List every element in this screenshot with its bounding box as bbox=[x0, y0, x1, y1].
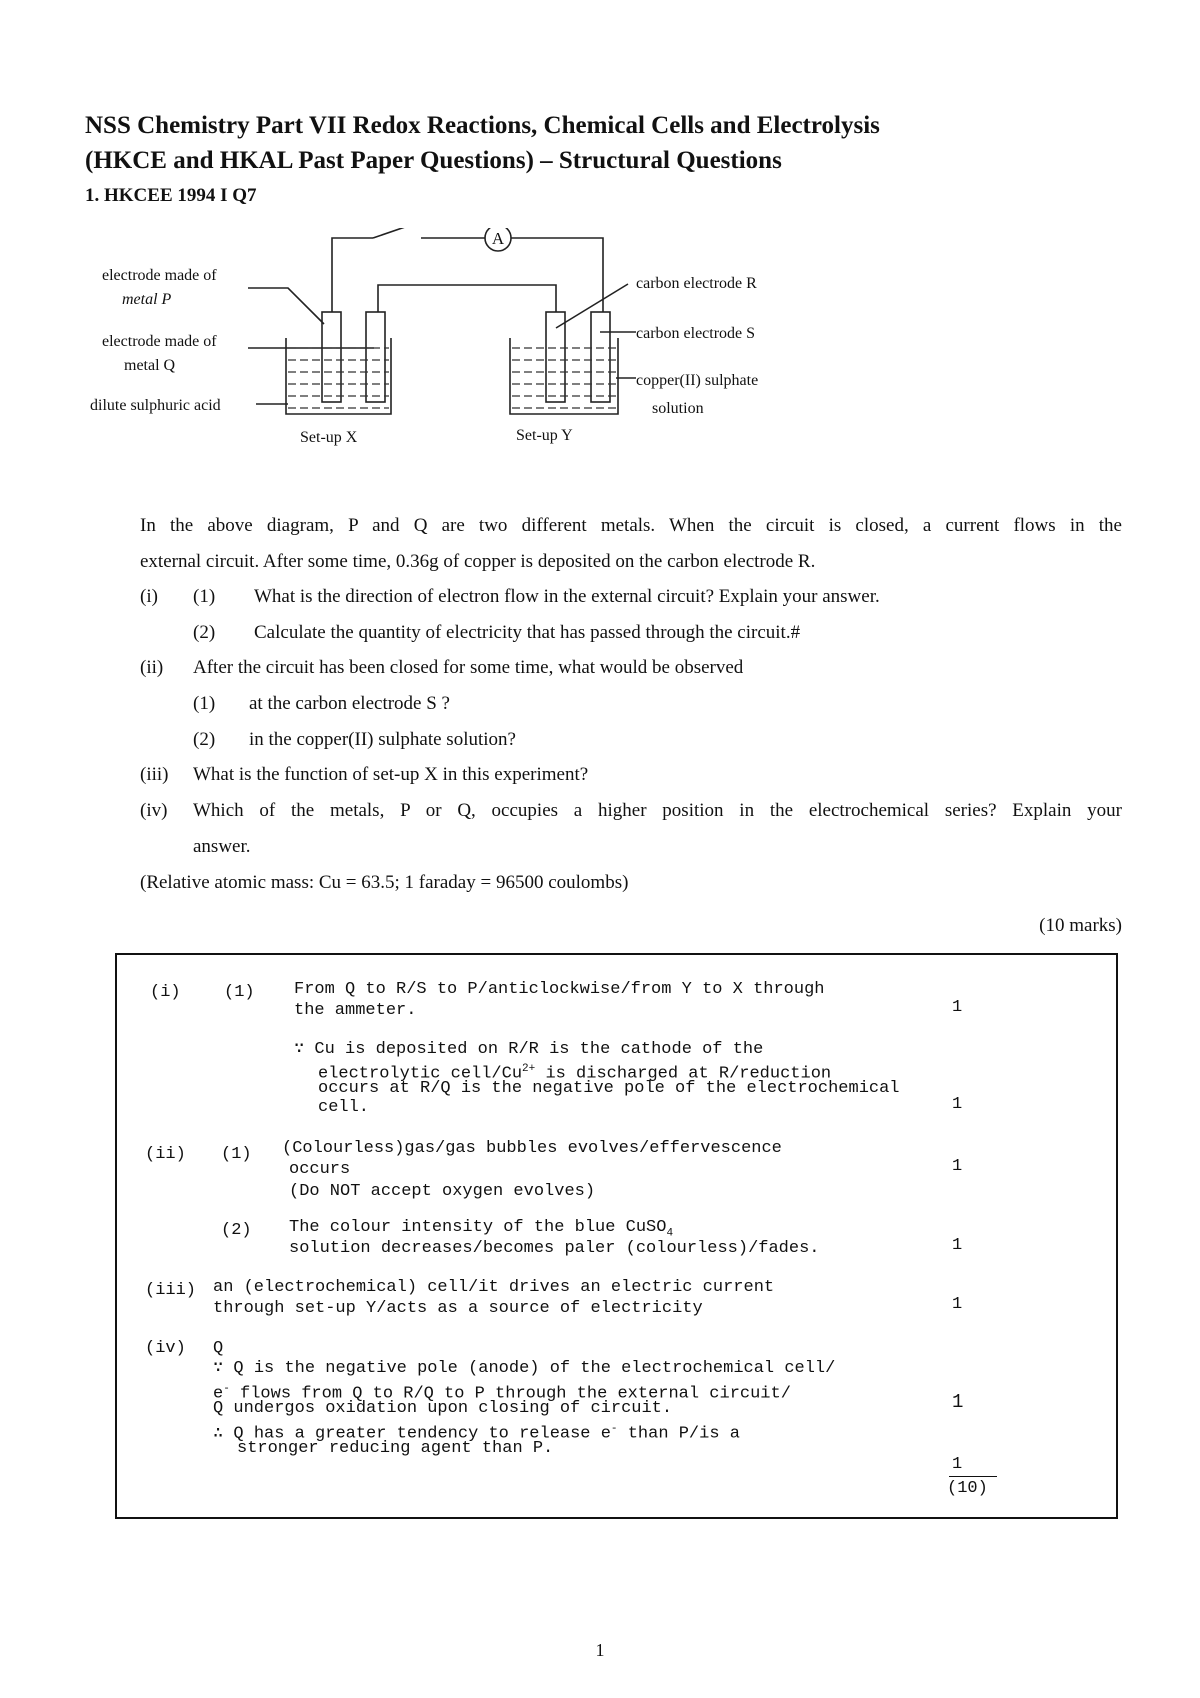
ans-iv-line-4: Q undergos oxidation upon closing of circuit. bbox=[213, 1399, 673, 1418]
ans-ii-1-mark: 1 bbox=[952, 1157, 963, 1176]
ans-i-1-line-3: ∵ Cu is deposited on R/R is the cathode of the bbox=[294, 1040, 764, 1059]
wire-bridge bbox=[378, 285, 556, 312]
question-intro-line-1: In the above diagram, P and Q are two different metals. When the circuit is closed, a current flows in the bbox=[140, 515, 1122, 536]
leader-carbon-r bbox=[556, 284, 628, 328]
ans-iv-mark-1: 1 bbox=[952, 1391, 964, 1413]
ans-ii-1-line-1: (Colourless)gas/gas bubbles evolves/effervescence bbox=[282, 1139, 782, 1158]
part-i-1-text: What is the direction of electron flow in the external circuit? Explain your answer. bbox=[254, 586, 880, 607]
ans-i-1-line-6: cell. bbox=[318, 1098, 370, 1117]
electrochemical-setup-diagram bbox=[88, 228, 888, 488]
ans-i-1-line-1: From Q to R/S to P/anticlockwise/from Y to X through bbox=[294, 980, 825, 999]
title-line-2: (HKCE and HKAL Past Paper Questions) – Structural Questions bbox=[85, 147, 782, 174]
part-ii-text: After the circuit has been closed for some time, what would be observed bbox=[193, 657, 744, 678]
ans-ii-2-line-2: solution decreases/becomes paler (colourless)/fades. bbox=[289, 1239, 820, 1258]
ans-i-1-mark-2: 1 bbox=[952, 1095, 963, 1114]
ans-ii-label: (ii) bbox=[145, 1145, 186, 1164]
ans-i-1-label: (1) bbox=[224, 983, 255, 1002]
ans-ii-1-line-3: (Do NOT accept oxygen evolves) bbox=[289, 1182, 596, 1201]
part-ii-1-label: (1) bbox=[193, 693, 216, 714]
ans-ii-2-mark: 1 bbox=[952, 1236, 963, 1255]
ans-iii-mark: 1 bbox=[952, 1295, 963, 1314]
label-metal-q-2: metal Q bbox=[124, 357, 176, 374]
total-underline bbox=[949, 1476, 997, 1477]
solution-dashes bbox=[288, 348, 616, 408]
electrode-q bbox=[366, 312, 385, 402]
label-metal-p-1: electrode made of bbox=[102, 267, 217, 284]
page-title bbox=[85, 108, 880, 178]
ans-ii-1-line-2: occurs bbox=[289, 1160, 351, 1179]
ammeter-label: A bbox=[491, 229, 505, 248]
ans-iv-line-1: Q bbox=[213, 1339, 224, 1358]
label-acid: dilute sulphuric acid bbox=[90, 397, 221, 414]
part-iii-text: What is the function of set-up X in this experiment? bbox=[193, 764, 589, 785]
marking-scheme-box bbox=[115, 953, 1118, 1519]
ans-iv-label: (iv) bbox=[145, 1339, 186, 1358]
part-i-2-label: (2) bbox=[193, 622, 216, 643]
electrode-s bbox=[591, 312, 610, 402]
label-carbon-r: carbon electrode R bbox=[636, 275, 757, 292]
label-setup-x: Set-up X bbox=[300, 429, 358, 446]
ans-iv-mark-2: 1 bbox=[952, 1455, 963, 1474]
part-ii-label: (ii) bbox=[140, 657, 164, 678]
part-i-2-text: Calculate the quantity of electricity that has passed through the circuit.# bbox=[254, 622, 801, 643]
part-ii-2-text: in the copper(II) sulphate solution? bbox=[249, 729, 516, 750]
ans-ii-2-line-1: The colour intensity of the blue CuSO$_4$ bbox=[289, 1218, 674, 1240]
ans-ii-2-label: (2) bbox=[221, 1221, 252, 1240]
part-ii-2-label: (2) bbox=[193, 729, 216, 750]
answer-total-marks: (10) bbox=[947, 1479, 988, 1498]
ans-i-1-line-2: the ammeter. bbox=[294, 1001, 417, 1020]
ans-iii-line-2: through set-up Y/acts as a source of electricity bbox=[213, 1299, 703, 1318]
part-iv-label: (iv) bbox=[140, 800, 168, 821]
part-i-label: (i) bbox=[140, 586, 158, 607]
ans-i-label: (i) bbox=[150, 983, 181, 1002]
electrode-p bbox=[322, 312, 341, 402]
electrode-r bbox=[546, 312, 565, 402]
data-note: (Relative atomic mass: Cu = 63.5; 1 faraday = 96500 coulombs) bbox=[140, 872, 629, 893]
part-iv-text-cont: answer. bbox=[193, 836, 251, 857]
label-cuso4-1: copper(II) sulphate bbox=[636, 372, 759, 389]
ans-i-1-line-5: occurs at R/Q is the negative pole of the electrochemical bbox=[318, 1079, 900, 1098]
total-marks: (10 marks) bbox=[1039, 915, 1122, 936]
label-cuso4-2: solution bbox=[652, 400, 704, 417]
leader-metal-p bbox=[248, 288, 324, 324]
part-i-1-label: (1) bbox=[193, 586, 216, 607]
page-number: 1 bbox=[595, 1640, 605, 1660]
part-iv-text: Which of the metals, P or Q, occupies a higher position in the electrochemical series? Explain your bbox=[193, 800, 1122, 821]
label-metal-q-1: electrode made of bbox=[102, 333, 217, 350]
ans-iii-line-1: an (electrochemical) cell/it drives an electric current bbox=[213, 1278, 775, 1297]
ans-i-1-line-4: electrolytic cell/$Cu^{2+}$ is discharged at R/reduction bbox=[318, 1063, 832, 1084]
ans-iv-line-6: stronger reducing agent than P. bbox=[237, 1439, 554, 1458]
title-line-1: NSS Chemistry Part VII Redox Reactions, Chemical Cells and Electrolysis bbox=[85, 112, 880, 139]
label-metal-p-2: metal P bbox=[122, 291, 172, 308]
question-reference: 1. HKCEE 1994 I Q7 bbox=[85, 185, 257, 206]
ans-iii-label: (iii) bbox=[145, 1281, 197, 1300]
ans-ii-1-label: (1) bbox=[221, 1145, 252, 1164]
ans-i-1-mark-1: 1 bbox=[952, 998, 963, 1017]
label-carbon-s: carbon electrode S bbox=[636, 325, 756, 342]
ans-iv-line-5: ∴ Q has a greater tendency to release e- than P/is a bbox=[213, 1423, 740, 1444]
label-setup-y: Set-up Y bbox=[516, 427, 573, 444]
part-ii-1-text: at the carbon electrode S ? bbox=[249, 693, 450, 714]
question-intro-line-2: external circuit. After some time, 0.36g of copper is deposited on the carbon electrode R. bbox=[140, 551, 816, 572]
ans-iv-line-3: e- flows from Q to R/Q to P through the external circuit/ bbox=[213, 1383, 791, 1404]
wire-left-top bbox=[332, 238, 373, 312]
ans-iv-line-2: ∵ Q is the negative pole (anode) of the electrochemical cell/ bbox=[213, 1359, 836, 1378]
switch-blade bbox=[373, 228, 408, 238]
wire-right-top bbox=[511, 238, 603, 312]
part-iii-label: (iii) bbox=[140, 764, 169, 785]
